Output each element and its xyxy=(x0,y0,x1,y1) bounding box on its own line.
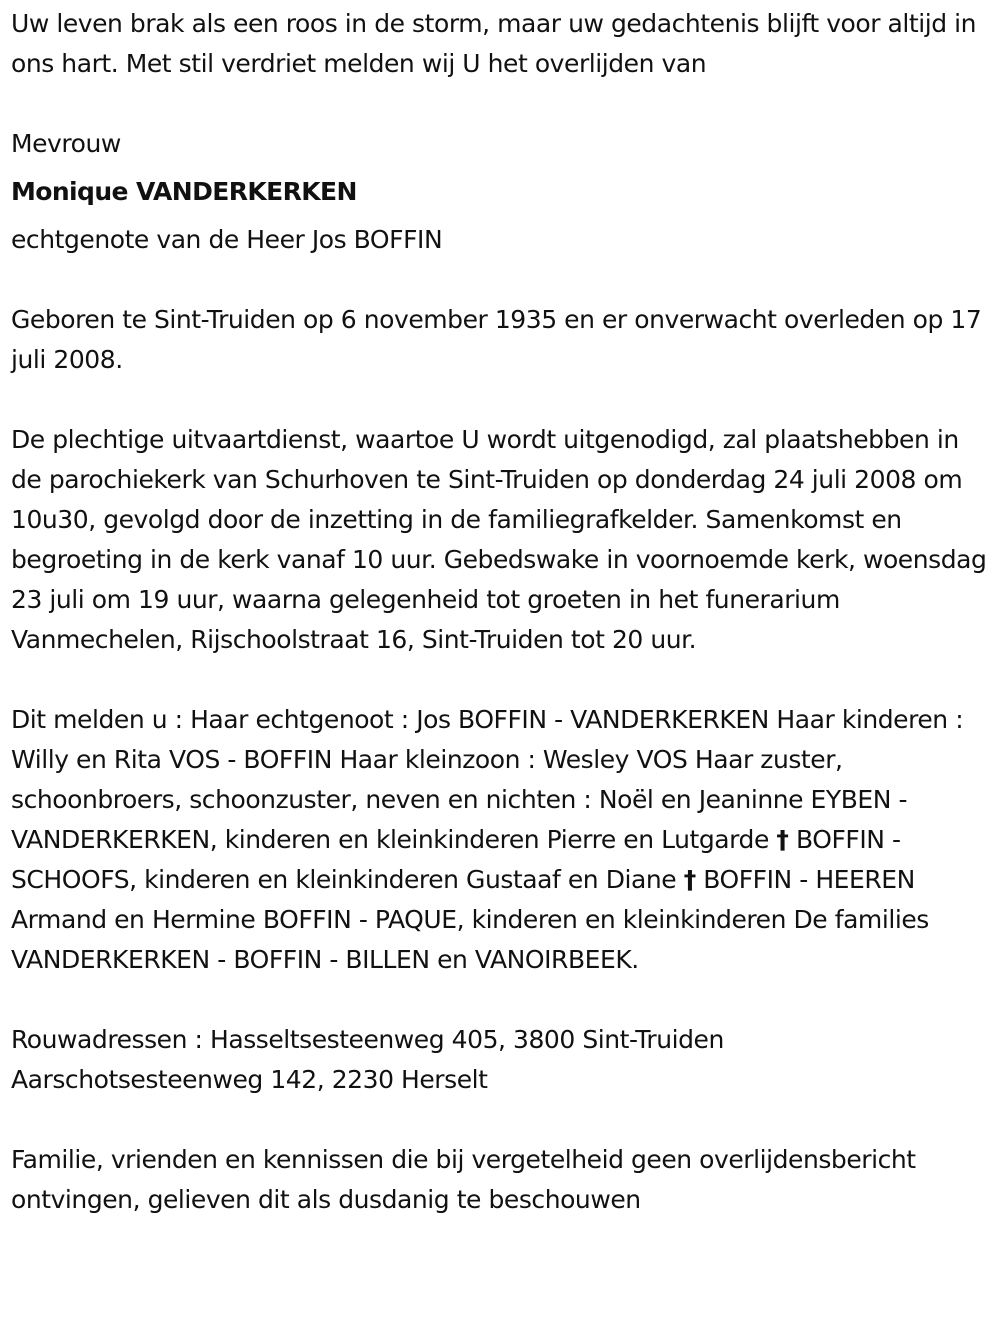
cross-icon: † xyxy=(683,865,696,894)
addresses-paragraph xyxy=(11,1020,989,1100)
ceremony-paragraph: De plechtige uitvaartdienst, waartoe U wordt uitgenodigd, zal plaatshebben in de parochiekerk van Schurhoven te Sint-Truiden op donderdag 24 juli 2008 om 10u30, gevolgd door de inzetting in de familiegrafkelder. Samenkomst en begroeting in de kerk vanaf 10 uur. Gebedswake in voornoemde kerk, woensdag 23 juli om 19 uur, waarna gelegenheid tot groeten in het funerarium Vanmechelen, Rijschoolstraat 16, Sint-Truiden tot 20 uur. xyxy=(11,425,987,654)
intro-paragraph: Uw leven brak als een roos in de storm, maar uw gedachtenis blijft voor altijd in ons hart. Met stil verdriet melden wij U het overlijden van xyxy=(11,9,977,78)
family-text-part-1: Dit melden u : Haar echtgenoot : Jos BOFFIN - VANDERKERKEN Haar kinderen : Willy en Rita VOS - BOFFIN Haar kleinzoon : Wesley VOS Haar zuster, schoonbroers, schoonzuster, neven en nichten : Noël en Jeaninne EYBEN - VANDERKERKEN, kinderen en kleinkinderen Pierre en Lutgarde xyxy=(11,705,964,854)
closing-paragraph: Familie, vrienden en kennissen die bij vergetelheid geen overlijdensbericht ontvingen, gelieven dit als dusdanig te beschouwen xyxy=(11,1145,916,1214)
deceased-name: Monique VANDERKERKEN xyxy=(11,177,357,206)
address-line-2: Aarschotsesteenweg 142, 2230 Herselt xyxy=(11,1065,488,1094)
family-text-part-3: BOFFIN - HEEREN Armand en Hermine BOFFIN - PAQUE, kinderen en kleinkinderen De families VANDERKERKEN - BOFFIN - BILLEN en VANOIRBEEK. xyxy=(11,865,929,974)
deceased-relation: echtgenote van de Heer Jos BOFFIN xyxy=(11,225,443,254)
family-paragraph xyxy=(11,700,989,980)
family-text-part-2: BOFFIN - SCHOOFS, kinderen en kleinkinderen Gustaaf en Diane xyxy=(11,825,901,894)
deceased-title: Mevrouw xyxy=(11,129,121,158)
birth-death-paragraph: Geboren te Sint-Truiden op 6 november 1935 en er onverwacht overleden op 17 juli 2008. xyxy=(11,305,982,374)
cross-icon: † xyxy=(776,825,789,854)
address-line-1: Rouwadressen : Hasseltsesteenweg 405, 3800 Sint-Truiden xyxy=(11,1025,724,1054)
